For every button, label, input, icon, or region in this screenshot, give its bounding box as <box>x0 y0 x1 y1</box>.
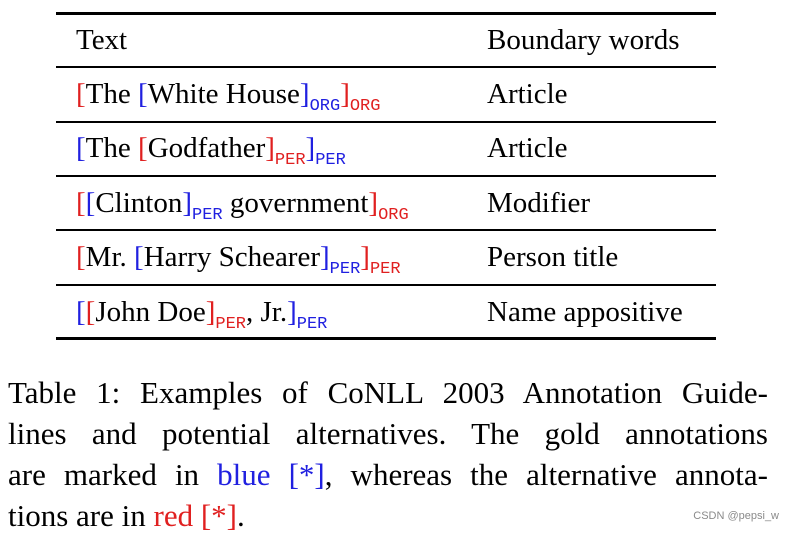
bracket-gold: ] <box>182 187 193 219</box>
table-row-boundary: Article <box>487 132 568 164</box>
table-row-text <box>76 186 409 226</box>
entity-text: Godfather <box>147 132 266 164</box>
row-divider <box>56 229 716 231</box>
label-alt: ORG <box>349 97 381 116</box>
table-header-rule <box>56 66 716 68</box>
caption-line: Table 1: Examples of CoNLL 2003 Annotation Guide- <box>8 375 768 410</box>
table-bottom-rule <box>56 337 716 340</box>
table-top-rule <box>56 12 716 15</box>
row-divider <box>56 121 716 123</box>
word: , Jr. <box>245 296 288 328</box>
bracket-alt: [ <box>76 78 86 110</box>
entity-text: Harry Schearer <box>143 241 320 273</box>
label-gold: PER <box>192 206 223 225</box>
bracket-alt: ] <box>205 296 216 328</box>
label-gold: PER <box>315 151 346 170</box>
bracket-alt: [ <box>85 296 96 328</box>
entity-text: John Doe <box>95 296 206 328</box>
bracket-gold: ] <box>287 296 297 328</box>
entity-text: Clinton <box>95 187 183 219</box>
label-alt: PER <box>369 260 401 279</box>
bracket-gold: [ <box>76 132 86 164</box>
caption-line <box>8 454 768 495</box>
bracket-alt: ] <box>360 241 370 273</box>
bracket-gold: [ <box>76 296 86 328</box>
table-row-boundary: Name appositive <box>487 296 683 328</box>
column-header-text: Text <box>76 24 128 56</box>
label-alt: PER <box>215 315 246 334</box>
label-gold: ORG <box>309 97 341 116</box>
bracket-gold: ] <box>299 78 310 110</box>
table-row-text <box>76 240 401 280</box>
table-row-text <box>76 131 346 171</box>
bracket-gold: ] <box>305 132 316 164</box>
bracket-gold: [ <box>138 78 148 110</box>
bracket-alt: ] <box>368 187 379 219</box>
caption-blue-sample: blue [*] <box>217 457 325 492</box>
bracket-alt: [ <box>76 241 86 273</box>
caption-red-sample: red [*] <box>153 498 237 533</box>
caption-text: tions are in <box>8 498 154 533</box>
label-alt: PER <box>274 151 306 170</box>
bracket-alt: ] <box>340 78 350 110</box>
word: The <box>85 78 139 110</box>
label-alt: ORG <box>378 206 409 225</box>
label-gold: PER <box>296 315 328 334</box>
table-row-text <box>76 77 380 117</box>
word: government <box>222 187 369 219</box>
bracket-gold: [ <box>85 187 96 219</box>
bracket-gold: ] <box>320 241 330 273</box>
caption-line: lines and potential alternatives. The gold annotations <box>8 416 768 451</box>
bracket-alt: [ <box>138 132 148 164</box>
table-row-boundary: Person title <box>487 241 619 273</box>
label-gold: PER <box>329 260 361 279</box>
table-row-text <box>76 295 327 335</box>
word: Mr. <box>85 241 135 273</box>
bracket-alt: ] <box>265 132 275 164</box>
bracket-gold: [ <box>134 241 144 273</box>
row-divider <box>56 175 716 177</box>
word: The <box>85 132 139 164</box>
caption-text: . <box>236 498 245 533</box>
table-caption <box>8 372 768 536</box>
table-row-boundary: Article <box>487 78 568 110</box>
watermark: CSDN @pepsi_w <box>693 510 779 522</box>
caption-text: , whereas the alternative annota- <box>324 457 768 492</box>
entity-text: White House <box>147 78 300 110</box>
caption-text: are marked in <box>8 457 218 492</box>
table-row-boundary: Modifier <box>487 187 591 219</box>
row-divider <box>56 284 716 286</box>
caption-line <box>8 495 768 536</box>
bracket-alt: [ <box>76 187 86 219</box>
column-header-boundary: Boundary words <box>487 24 680 56</box>
